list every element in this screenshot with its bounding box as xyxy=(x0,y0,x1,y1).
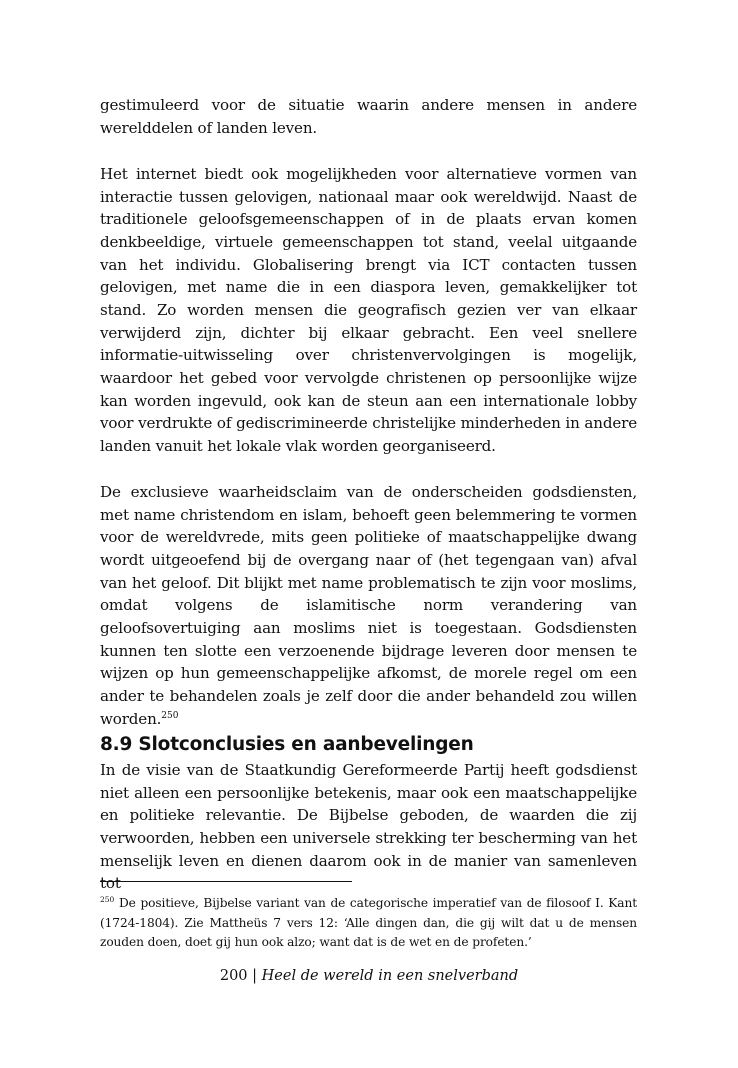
paragraph-2: Het internet biedt ook mogelijkheden voor alternatieve vormen van interactie tussen gelovigen, nationaal maar ook wereldwijd. Naast de traditionele geloofsgemeenschappen of in de plaats ervan komen denkbeeldige, virtuele gemeenschappen tot stand, veelal uitgaande van het individu. Globalisering brengt via ICT contacten tussen gelovigen, met name die in een diaspora leven, gemakkelijker tot stand. Zo worden mensen die geografisch gezien ver van elkaar verwijderd zijn, dichter bij elkaar gebracht. Een veel snellere informatie-uitwisseling over christenvervolgingen is mogelijk, waardoor het gebed voor vervolgde christenen op persoonlijke wijze kan worden ingevuld, ook kan de steun aan een internationale lobby voor verdrukte of gediscrimineerde christelijke minderheden in andere landen vanuit het lokale vlak worden georganiseerd. xyxy=(100,165,637,455)
paragraph-3-text: De exclusieve waarheidsclaim van de onderscheiden godsdiensten, met name christendom en islam, behoeft geen belemmering te vormen voor de wereldvrede, mits geen politieke of maatschappelijke dwang wordt uitgeoefend bij de overgang naar of (het tegengaan van) afval van het geloof. Dit blijkt met name problematisch te zijn voor moslims, omdat volgens de islamitische norm verandering van geloofsovertuiging aan moslims niet is toegestaan. Godsdiensten kunnen ten slotte een verzoenende bijdrage leveren door mensen te wijzen op hun gemeenschappelijke afkomst, de morele regel om een ander te behandelen zoals je zelf door die ander behandeld zou willen worden. xyxy=(100,483,637,728)
footnote-divider xyxy=(100,881,352,882)
paragraph-3 xyxy=(100,481,637,730)
footer-separator: | xyxy=(252,968,258,984)
page-footer xyxy=(0,966,738,986)
book-title: Heel de wereld in een snelverband xyxy=(261,968,519,984)
footnote-number: 250 xyxy=(100,895,115,904)
page-number: 200 xyxy=(219,968,248,984)
section-paragraph: In de visie van de Staatkundig Gereformeerde Partij heeft godsdienst niet alleen een persoonlijke betekenis, maar ook een maatschappelijke en politieke relevantie. De Bijbelse geboden, de waarden die zij verwoorden, hebben een universele strekking ter bescherming van het menselijk leven en dienen daarom ook in de manier van samenleven tot xyxy=(100,761,637,893)
section-heading: 8.9 Slotconclusies en aanbevelingen xyxy=(100,734,474,755)
footnote-text: De positieve, Bijbelse variant van de categorische imperatief van de filosoof I. Kant (1724-1804). Zie Mattheüs 7 vers 12: ‘Alle dingen dan, die gij wilt dat u de mensen zouden doen, doet gij hun ook alzo; want dat is de wet en de profeten.’ xyxy=(100,896,637,950)
footnote-reference[interactable]: 250 xyxy=(161,710,179,721)
footnote xyxy=(100,894,637,953)
paragraph-1: gestimuleerd voor de situatie waarin andere mensen in andere werelddelen of landen leven. xyxy=(100,96,637,137)
